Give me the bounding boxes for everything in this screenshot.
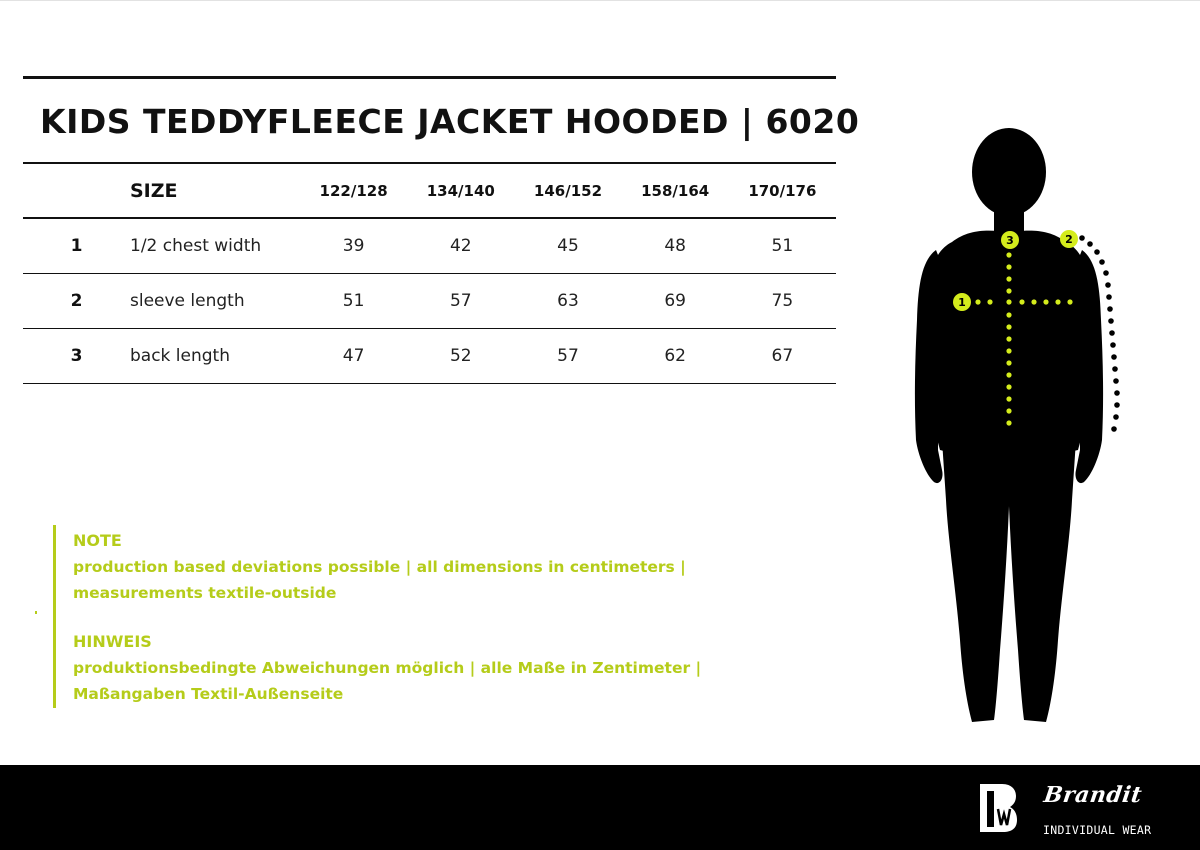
row-measurement-label: 1/2 chest width [130, 218, 300, 273]
size-column-header: 170/176 [729, 163, 836, 218]
brandit-b-logo-icon [977, 781, 1019, 835]
table-header-row [23, 163, 836, 218]
footer-bar [0, 765, 1200, 850]
row-number: 3 [23, 328, 130, 383]
table-cell: 47 [300, 328, 407, 383]
table-cell: 45 [514, 218, 621, 273]
table-cell: 52 [407, 328, 514, 383]
hinweis-line: produktionsbedingte Abweichungen möglich | alle Maße in Zentimeter | [73, 659, 702, 677]
size-column-header: 146/152 [514, 163, 621, 218]
marker-1 [953, 293, 971, 311]
size-column-header: 134/140 [407, 163, 514, 218]
table-cell: 51 [729, 218, 836, 273]
table-cell: 39 [300, 218, 407, 273]
size-column-header: 122/128 [300, 163, 407, 218]
kid-silhouette-measurement-icon [900, 120, 1160, 730]
brand-subline: INDIVIDUAL WEAR [1043, 823, 1152, 837]
note-heading: NOTE [73, 531, 122, 550]
size-column-header: 158/164 [622, 163, 729, 218]
table-row [23, 328, 836, 383]
svg-text:3: 3 [1006, 234, 1014, 247]
page-title: KIDS TEDDYFLEECE JACKET HOODED | 6020 [40, 102, 860, 141]
note-line: measurements textile-outside [73, 584, 337, 602]
note-accent-bar [53, 525, 56, 708]
header-num-cell [23, 163, 130, 218]
hinweis-heading: HINWEIS [73, 632, 152, 651]
note-block-en [73, 528, 686, 606]
svg-text:1: 1 [958, 296, 966, 309]
row-measurement-label: sleeve length [130, 273, 300, 328]
marker-3 [1001, 231, 1019, 249]
table-cell: 62 [622, 328, 729, 383]
top-border [0, 0, 1200, 1]
hinweis-line: Maßangaben Textil-Außenseite [73, 685, 344, 703]
size-chart-table [23, 162, 836, 384]
table-cell: 51 [300, 273, 407, 328]
table-cell: 57 [514, 328, 621, 383]
header-size-label: SIZE [130, 163, 300, 218]
marker-2 [1060, 230, 1078, 248]
note-accent-dot [35, 611, 37, 614]
table-cell: 69 [622, 273, 729, 328]
row-number: 2 [23, 273, 130, 328]
table-row [23, 218, 836, 273]
table-cell: 67 [729, 328, 836, 383]
table-row [23, 273, 836, 328]
note-line: production based deviations possible | all dimensions in centimeters | [73, 558, 686, 576]
row-number: 1 [23, 218, 130, 273]
table-cell: 75 [729, 273, 836, 328]
note-block-de [73, 629, 701, 707]
table-cell: 63 [514, 273, 621, 328]
title-top-rule [23, 76, 836, 79]
row-measurement-label: back length [130, 328, 300, 383]
svg-text:2: 2 [1065, 233, 1073, 246]
table-cell: 57 [407, 273, 514, 328]
table-cell: 42 [407, 218, 514, 273]
table-cell: 48 [622, 218, 729, 273]
brand-wordmark: Brandit [1042, 782, 1144, 808]
